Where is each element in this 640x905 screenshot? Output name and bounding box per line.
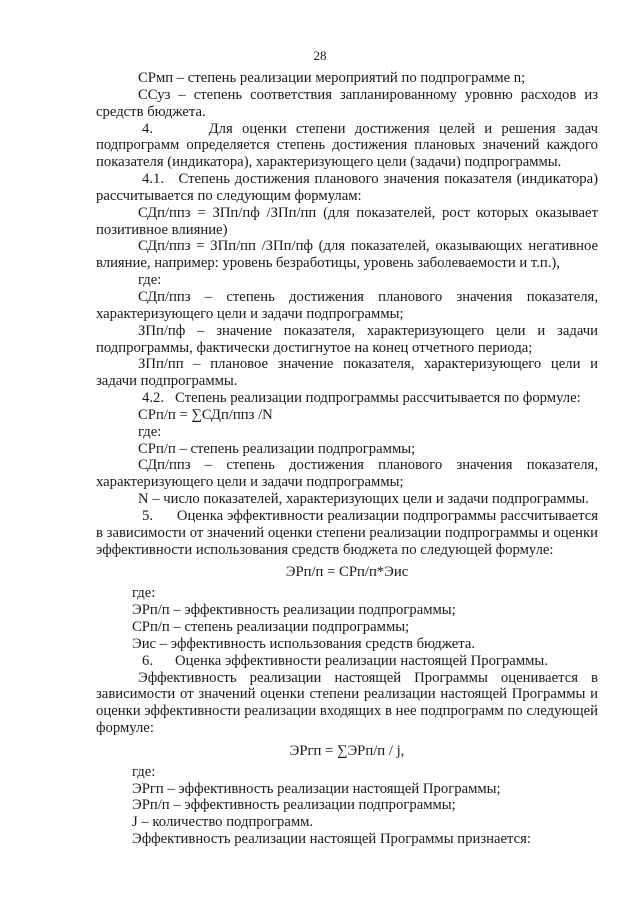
paragraph: ЗПп/пф – значение показателя, характеризующего цели и задачи подпрограммы, фактически достигнутое на конец отчетного периода; [96,322,598,356]
paragraph: ЭРгп – эффективность реализации настоящей Программы; [132,780,501,797]
paragraph: где: [132,763,156,780]
paragraph: СДп/ппз – степень достижения планового значения показателя, характеризующего цели и задачи подпрограммы; [96,288,598,322]
paragraph: 4.1. Степень достижения планового значения показателя (индикатора) рассчитывается по следующим формулам: [96,171,598,204]
paragraph: 4. Для оценки степени достижения целей и решения задач подпрограмм определяется степень достижения плановых значений каждого показателя (индикатора), характеризующего цели (задачи) подпрограммы. [96,120,598,171]
paragraph: ЗПп/пп – плановое значение показателя, характеризующего цели и задачи подпрограммы. [96,356,598,390]
paragraph: ССуз – степень соответствия запланированному уровню расходов из средств бюджета. [96,86,598,120]
paragraph: СДп/ппз = ЗПп/пп /ЗПп/пф (для показателей, оказывающих негативное влияние, например: уровень безработицы, уровень заболеваемости и т.п.), [96,238,598,272]
paragraph: СРп/п – степень реализации подпрограммы; [132,619,410,635]
paragraph: Эис – эффективность использования средств бюджета. [132,635,476,652]
paragraph: N – число показателей, характеризующих цели и задачи подпрограммы. [138,491,589,508]
paragraph: СДп/ппз – степень достижения планового значения показателя, характеризующего цели и задачи подпрограммы; [96,457,598,491]
paragraph: Эффективность реализации настоящей Программы признается: [132,831,531,848]
document-body [96,70,598,848]
page-number: 28 [313,48,327,63]
paragraph: Эффективность реализации настоящей Программы оценивается в зависимости от значений оценки степени реализации настоящей Программы и оценки эффективности реализации входящих в нее подпрограмм по следующей формуле: [96,669,598,737]
paragraph: ЭРп/п – эффективность реализации подпрограммы; [132,797,456,814]
paragraph: где: [138,423,162,440]
paragraph: 5. Оценка эффективности реализации подпрограммы рассчитывается в зависимости от значений оценки степени реализации подпрограммы и оценки эффективности использования средств бюджета по следующей формуле: [96,507,598,558]
paragraph: где: [138,272,162,289]
paragraph: СДп/ппз = ЗПп/пф /ЗПп/пп (для показателей, рост которых оказывает позитивное влияние) [96,204,598,238]
paragraph: СРп/п – степень реализации подпрограммы; [138,440,416,457]
paragraph: где: [132,585,156,602]
paragraph: J – количество подпрограмм. [132,814,314,831]
paragraph: 6. Оценка эффективности реализации настоящей Программы. [142,652,548,669]
paragraph: ЭРп/п – эффективность реализации подпрограммы; [132,602,456,619]
paragraph: СРмп – степень реализации мероприятий по подпрограмме n; [138,70,526,86]
paragraph: 4.2. Степень реализации подпрограммы рассчитывается по формуле: [142,390,581,407]
paragraph: ЭРгп = ∑ЭРп/п / j, [289,742,405,759]
paragraph: СРп/п = ∑СДп/ппз /N [138,406,273,423]
paragraph: ЭРп/п = СРп/п*Эис [285,564,409,581]
